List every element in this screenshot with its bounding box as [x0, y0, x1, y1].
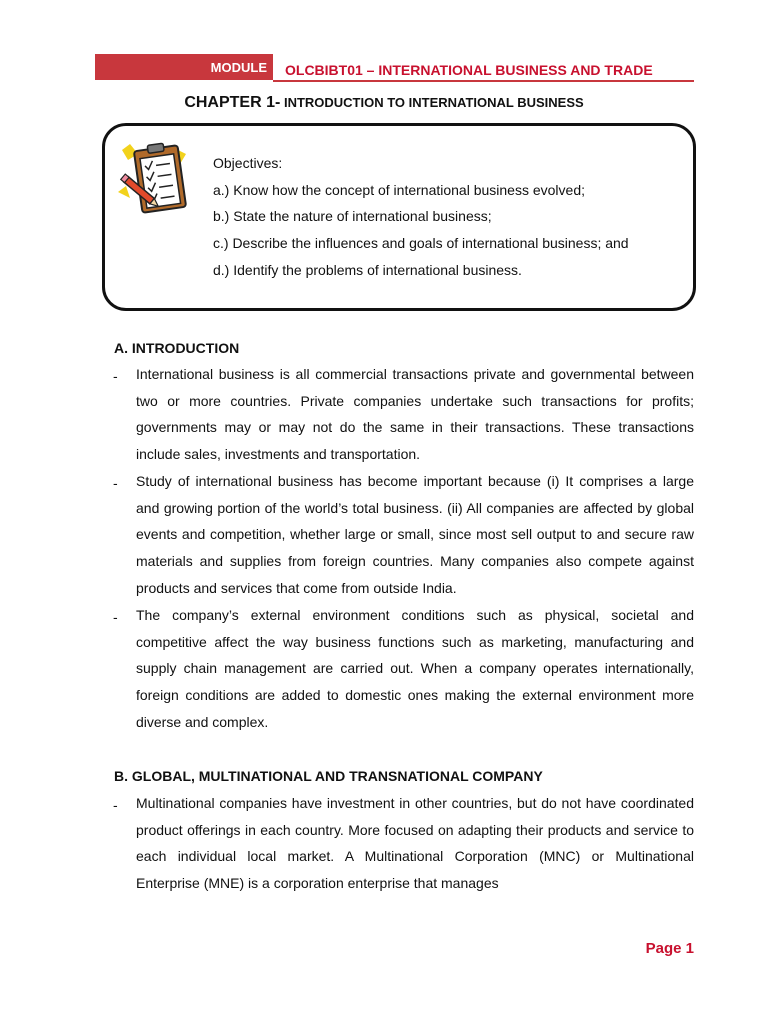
chapter-title [0, 94, 768, 112]
objectives-heading: Objectives: [213, 155, 283, 171]
bullet-dash: - [113, 475, 118, 491]
page-number: Page 1 [645, 940, 694, 957]
module-header [95, 54, 694, 82]
section-b-heading: B. GLOBAL, MULTINATIONAL AND TRANSNATIONAL COMPANY [114, 768, 543, 784]
intro-paragraph-2: Study of international business has become important because (i) It comprises a large and growing portion of the world’s total business. (ii) All companies are affected by global events and competition, whether large or small, since most sell output to and secure raw materials and supplies from foreign countries. Many companies also compete against products and services that come from outside India. [136, 473, 694, 596]
chapter-number: CHAPTER 1- [184, 94, 281, 111]
objective-item: b.) State the nature of international business; [213, 208, 492, 225]
objective-item: d.) Identify the problems of international business. [213, 261, 522, 278]
section-a-heading: A. INTRODUCTION [114, 340, 240, 356]
module-code-title: OLCBIBT01 – INTERNATIONAL BUSINESS AND TRADE [285, 62, 653, 78]
bullet-dash: - [113, 609, 118, 625]
objective-item: a.) Know how the concept of international business evolved; [213, 181, 586, 198]
module-label: MODULE [95, 54, 273, 80]
bullet-dash: - [113, 797, 118, 813]
bullet-dash: - [113, 368, 118, 384]
intro-paragraph-3: The company’s external environment conditions such as physical, societal and competitive affect the way business functions such as marketing, manufacturing and supply chain management are carried out. When a company operates internationally, foreign conditions are added to domestic ones making the external environment more diverse and complex. [136, 607, 694, 730]
intro-paragraph-1: International business is all commercial transactions private and governmental between two or more countries. Private companies undertake such transactions for profits; governments may or may not do the same in their transactions. These transactions include sales, investments and transportation. [136, 366, 694, 463]
objective-item: c.) Describe the influences and goals of international business; and [213, 235, 629, 252]
multinational-paragraph: Multinational companies have investment in other countries, but do not have coordinated product offerings in each country. More focused on adapting their products and service to each individual local market. A Multinational Corporation (MNC) or Multinational Enterprise (MNE) is a corporation enterprise that manages [136, 795, 694, 892]
clipboard-checklist-icon [114, 140, 194, 218]
chapter-name: INTRODUCTION TO INTERNATIONAL BUSINESS [283, 95, 584, 110]
objectives-list [213, 150, 629, 284]
header-rule [273, 80, 694, 82]
